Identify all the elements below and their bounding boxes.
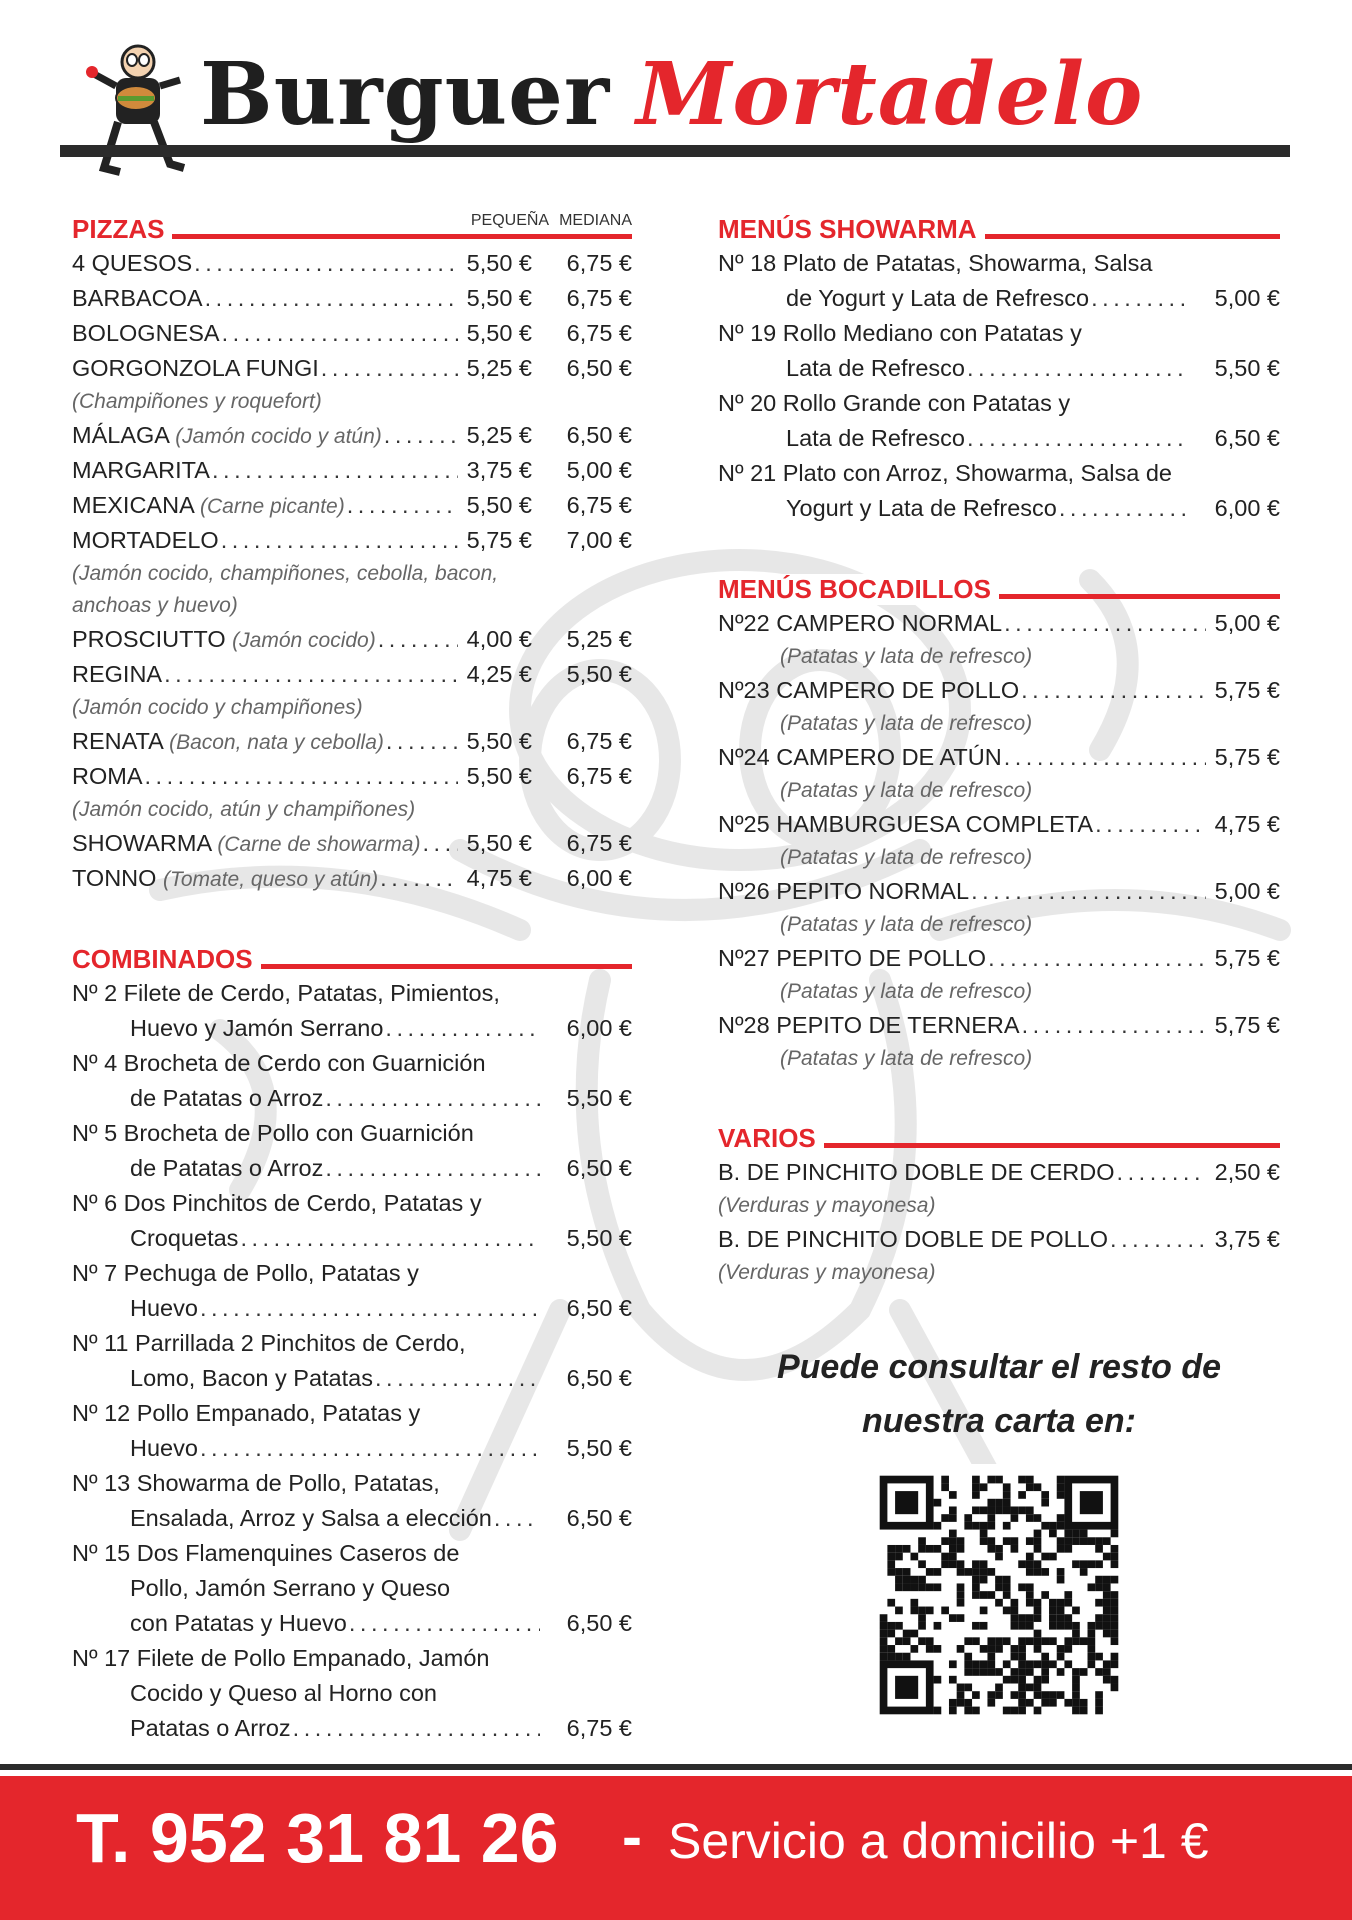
- varios-header: [718, 1119, 1280, 1153]
- pizza-item: [72, 418, 632, 453]
- combinados-header: [72, 940, 632, 974]
- varios-item: [718, 1222, 1280, 1289]
- item-price: 5,00 €: [1214, 878, 1280, 904]
- showarma-item: [718, 246, 1280, 316]
- showarma-header: [718, 210, 1280, 244]
- left-column: [72, 210, 632, 1746]
- brand-word-2: Mortadelo: [636, 44, 1144, 145]
- bocadillo-item: [718, 673, 1280, 740]
- item-note: (Patatas y lata de refresco): [780, 913, 1033, 936]
- item-line: Lomo, Bacon y Patatas: [130, 1365, 373, 1391]
- bocadillos-list: [718, 606, 1280, 1075]
- showarma-list: [718, 246, 1280, 526]
- pizza-item: [72, 759, 632, 826]
- item-name: Nº22 CAMPERO NORMAL: [718, 610, 1003, 636]
- pizza-item: [72, 316, 632, 351]
- item-price: 5,00 €: [1214, 285, 1280, 311]
- item-price: 5,75 €: [1214, 945, 1280, 971]
- showarma-item: [718, 456, 1280, 526]
- price-small: 5,50 €: [466, 285, 532, 311]
- item-note: (Champiñones y roquefort): [72, 390, 322, 413]
- item-name: Nº26 PEPITO NORMAL: [718, 878, 970, 904]
- price-medium: 6,50 €: [566, 422, 632, 448]
- item-name: MARGARITA: [72, 457, 210, 483]
- item-line: Nº 4 Brocheta de Cerdo con Guarnición: [72, 1050, 486, 1076]
- pizza-item: [72, 523, 632, 622]
- pizza-item: [72, 657, 632, 724]
- price-medium: 6,75 €: [566, 830, 632, 856]
- price-small: 5,50 €: [466, 320, 532, 346]
- price-small: 4,75 €: [466, 865, 532, 891]
- combo-item: [72, 1256, 632, 1326]
- item-price: 6,50 €: [566, 1295, 632, 1321]
- combo-item: [72, 1536, 632, 1641]
- price-medium: 5,00 €: [566, 457, 632, 483]
- item-price: 6,50 €: [566, 1505, 632, 1531]
- combo-item: [72, 1326, 632, 1396]
- item-price: 4,75 €: [1214, 811, 1280, 837]
- item-price: 6,00 €: [1214, 495, 1280, 521]
- item-note: (Patatas y lata de refresco): [780, 779, 1033, 802]
- item-note: (Patatas y lata de refresco): [780, 980, 1033, 1003]
- item-price: 5,75 €: [1214, 744, 1280, 770]
- item-line: Nº 21 Plato con Arroz, Showarma, Salsa de: [718, 460, 1173, 486]
- price-small: 5,50 €: [466, 492, 532, 518]
- price-medium: 5,50 €: [566, 661, 632, 687]
- item-sub: (Jamón cocido): [232, 629, 376, 652]
- item-price: 5,75 €: [1214, 677, 1280, 703]
- item-price: 5,75 €: [1214, 1012, 1280, 1038]
- item-line: de Patatas o Arroz: [130, 1155, 324, 1181]
- pizza-item: [72, 861, 632, 896]
- item-price: 6,75 €: [566, 1715, 632, 1741]
- brand-title: [200, 44, 1143, 145]
- item-note: (Patatas y lata de refresco): [780, 645, 1033, 668]
- mascot-icon: [80, 40, 190, 180]
- item-sub: (Carne de showarma): [217, 833, 421, 856]
- brand-word-1: Burguer: [200, 44, 611, 145]
- promo-line-2: nuestra carta en:: [862, 1402, 1136, 1440]
- item-price: 3,75 €: [1214, 1226, 1280, 1252]
- item-line: con Patatas y Huevo: [130, 1610, 347, 1636]
- showarma-item: [718, 386, 1280, 456]
- pizza-item: [72, 488, 632, 523]
- item-line: Ensalada, Arroz y Salsa a elección: [130, 1505, 492, 1531]
- item-name: B. DE PINCHITO DOBLE DE POLLO: [718, 1226, 1109, 1252]
- item-line: Yogurt y Lata de Refresco: [786, 495, 1057, 521]
- size-medium-label: MEDIANA: [559, 212, 632, 229]
- item-line: Nº 6 Dos Pinchitos de Cerdo, Patatas y: [72, 1190, 482, 1216]
- item-name: 4 QUESOS: [72, 250, 193, 276]
- item-line: Nº 15 Dos Flamenquines Caseros de: [72, 1540, 460, 1566]
- price-small: 3,75 €: [466, 457, 532, 483]
- price-small: 5,50 €: [466, 250, 532, 276]
- price-small: 4,25 €: [466, 661, 532, 687]
- item-price: 6,50 €: [1214, 425, 1280, 451]
- item-note: (Jamón cocido, atún y champiñones): [72, 798, 416, 821]
- combinados-title: COMBINADOS: [72, 944, 261, 975]
- header: [60, 30, 1290, 180]
- item-note: (Patatas y lata de refresco): [780, 712, 1033, 735]
- price-small: 5,25 €: [466, 422, 532, 448]
- item-sub: (Bacon, nata y cebolla): [169, 731, 384, 754]
- price-medium: 6,75 €: [566, 763, 632, 789]
- item-note: (Verduras y mayonesa): [718, 1261, 936, 1284]
- item-line: Nº 19 Rollo Mediano con Patatas y: [718, 320, 1082, 346]
- item-line: Pollo, Jamón Serrano y Queso: [130, 1575, 451, 1601]
- showarma-title: MENÚS SHOWARMA: [718, 214, 985, 245]
- item-name: REGINA: [72, 661, 163, 687]
- footer-separator: -: [622, 1803, 642, 1870]
- item-line: Patatas o Arroz: [130, 1715, 291, 1741]
- item-price: 5,00 €: [1214, 610, 1280, 636]
- price-small: 4,00 €: [466, 626, 532, 652]
- pizza-item: [72, 281, 632, 316]
- qr-code-icon[interactable]: [872, 1464, 1126, 1726]
- item-sub: (Tomate, queso y atún): [162, 868, 379, 891]
- item-note: (Jamón cocido, champiñones, cebolla, bacon,: [72, 562, 499, 585]
- item-line: de Patatas o Arroz: [130, 1085, 324, 1111]
- item-line: Croquetas: [130, 1225, 239, 1251]
- combo-item: [72, 1641, 632, 1746]
- price-medium: 7,00 €: [566, 527, 632, 553]
- bocadillos-header: [718, 570, 1280, 604]
- item-line: Nº 12 Pollo Empanado, Patatas y: [72, 1400, 421, 1426]
- bocadillo-item: [718, 606, 1280, 673]
- bocadillo-item: [718, 740, 1280, 807]
- item-name: Nº25 HAMBURGUESA COMPLETA: [718, 811, 1094, 837]
- combo-item: [72, 976, 632, 1046]
- item-sub: (Carne picante): [199, 495, 345, 518]
- item-line: Huevo y Jamón Serrano: [130, 1015, 384, 1041]
- item-name: BARBACOA: [72, 285, 203, 311]
- item-line: Nº 20 Rollo Grande con Patatas y: [718, 390, 1071, 416]
- item-name: SHOWARMA: [72, 830, 211, 856]
- right-column: [718, 210, 1280, 1289]
- item-note: (Patatas y lata de refresco): [780, 1047, 1033, 1070]
- item-line: Nº 13 Showarma de Pollo, Patatas,: [72, 1470, 440, 1496]
- varios-item: [718, 1155, 1280, 1222]
- item-line: Huevo: [130, 1435, 198, 1461]
- combo-item: [72, 1186, 632, 1256]
- promo-line-1: Puede consultar el resto de: [776, 1348, 1222, 1386]
- pizza-item: [72, 453, 632, 488]
- item-name: B. DE PINCHITO DOBLE DE CERDO: [718, 1159, 1115, 1185]
- item-sub: (Jamón cocido y atún): [175, 425, 382, 448]
- phone-number[interactable]: T. 952 31 81 26: [76, 1799, 559, 1877]
- price-small: 5,50 €: [466, 763, 532, 789]
- pizzas-header: [72, 210, 632, 244]
- item-price: 2,50 €: [1214, 1159, 1280, 1185]
- price-medium: 6,75 €: [566, 250, 632, 276]
- combo-item: [72, 1466, 632, 1536]
- price-small: 5,50 €: [466, 830, 532, 856]
- item-price: 6,50 €: [566, 1365, 632, 1391]
- item-name: Nº23 CAMPERO DE POLLO: [718, 677, 1020, 703]
- item-name: Nº28 PEPITO DE TERNERA: [718, 1012, 1020, 1038]
- combo-item: [72, 1116, 632, 1186]
- varios-list: [718, 1155, 1280, 1289]
- bocadillo-item: [718, 874, 1280, 941]
- item-name: RENATA: [72, 728, 163, 754]
- price-medium: 6,00 €: [566, 865, 632, 891]
- footer-rule: [0, 1764, 1352, 1770]
- combo-item: [72, 1046, 632, 1116]
- combinados-list: [72, 976, 632, 1746]
- item-price: 6,50 €: [566, 1610, 632, 1636]
- item-note: (Jamón cocido y champiñones): [72, 696, 363, 719]
- price-small: 5,25 €: [466, 355, 532, 381]
- item-price: 5,50 €: [566, 1085, 632, 1111]
- bocadillos-title: MENÚS BOCADILLOS: [718, 574, 999, 605]
- combo-item: [72, 1396, 632, 1466]
- item-line: Nº 18 Plato de Patatas, Showarma, Salsa: [718, 250, 1153, 276]
- item-price: 6,50 €: [566, 1155, 632, 1181]
- price-medium: 6,75 €: [566, 285, 632, 311]
- item-name: MÁLAGA: [72, 422, 169, 448]
- item-note: anchoas y huevo): [72, 594, 238, 617]
- item-line: Nº 11 Parrillada 2 Pinchitos de Cerdo,: [72, 1330, 466, 1356]
- item-line: Nº 2 Filete de Cerdo, Patatas, Pimientos,: [72, 980, 500, 1006]
- price-medium: 6,75 €: [566, 728, 632, 754]
- price-small: 5,50 €: [466, 728, 532, 754]
- price-medium: 6,75 €: [566, 492, 632, 518]
- price-medium: 6,75 €: [566, 320, 632, 346]
- item-name: Nº27 PEPITO DE POLLO: [718, 945, 987, 971]
- size-small-label: PEQUEÑA: [470, 212, 550, 229]
- size-headings: [455, 212, 632, 230]
- item-name: BOLOGNESA: [72, 320, 220, 346]
- pizza-item: [72, 622, 632, 657]
- item-name: PROSCIUTTO: [72, 626, 226, 652]
- showarma-item: [718, 316, 1280, 386]
- item-line: Lata de Refresco: [786, 355, 965, 381]
- item-price: 6,00 €: [566, 1015, 632, 1041]
- item-line: Lata de Refresco: [786, 425, 965, 451]
- price-medium: 6,50 €: [566, 355, 632, 381]
- item-name: TONNO: [72, 865, 157, 891]
- price-medium: 5,25 €: [566, 626, 632, 652]
- footer-bar: [0, 1776, 1352, 1920]
- promo-text: [718, 1340, 1280, 1448]
- bocadillo-item: [718, 941, 1280, 1008]
- item-name: GORGONZOLA FUNGI: [72, 355, 319, 381]
- pizza-item: [72, 351, 632, 418]
- item-line: Huevo: [130, 1295, 198, 1321]
- item-name: MEXICANA: [72, 492, 194, 518]
- pizza-item: [72, 724, 632, 759]
- bocadillo-item: [718, 807, 1280, 874]
- pizza-item: [72, 246, 632, 281]
- item-line: Nº 17 Filete de Pollo Empanado, Jamón: [72, 1645, 490, 1671]
- item-price: 5,50 €: [566, 1225, 632, 1251]
- item-name: ROMA: [72, 763, 143, 789]
- item-line: de Yogurt y Lata de Refresco: [786, 285, 1090, 311]
- pizzas-title: PIZZAS: [72, 214, 172, 245]
- item-price: 5,50 €: [566, 1435, 632, 1461]
- item-line: Cocido y Queso al Horno con: [130, 1680, 437, 1706]
- item-price: 5,50 €: [1214, 355, 1280, 381]
- item-name: MORTADELO: [72, 527, 219, 553]
- item-line: Nº 5 Brocheta de Pollo con Guarnición: [72, 1120, 474, 1146]
- item-note: (Patatas y lata de refresco): [780, 846, 1033, 869]
- delivery-service-text: Servicio a domicilio +1 €: [668, 1813, 1209, 1869]
- varios-title: VARIOS: [718, 1123, 824, 1154]
- item-name: Nº24 CAMPERO DE ATÚN: [718, 744, 1002, 770]
- pizza-item: [72, 826, 632, 861]
- item-note: (Verduras y mayonesa): [718, 1194, 936, 1217]
- item-line: Nº 7 Pechuga de Pollo, Patatas y: [72, 1260, 419, 1286]
- price-small: 5,75 €: [466, 527, 532, 553]
- header-rule: [60, 145, 1290, 157]
- bocadillo-item: [718, 1008, 1280, 1075]
